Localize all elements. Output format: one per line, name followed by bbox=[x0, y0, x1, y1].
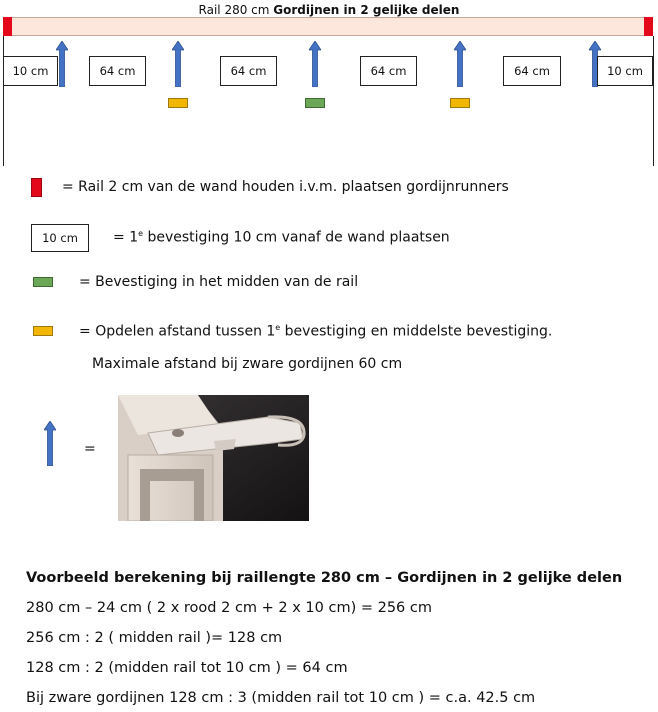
rail-title-prefix: Rail 280 cm bbox=[198, 3, 274, 17]
calculation-line: Bij zware gordijnen 128 cm : 3 (midden rail tot 10 cm ) = c.a. 42.5 cm bbox=[26, 690, 536, 706]
curtain-bracket-photo bbox=[118, 395, 309, 521]
bracket-arrow-icon bbox=[44, 421, 56, 466]
legend-box-text-sup: e bbox=[138, 229, 144, 238]
curtain-rail bbox=[3, 17, 653, 36]
bracket-arrow-icon bbox=[454, 41, 466, 87]
legend-box-eq: = bbox=[113, 229, 125, 246]
segment-label: 64 cm bbox=[220, 56, 277, 86]
legend-box-sample: 10 cm bbox=[31, 224, 89, 252]
calculation-line: 128 cm : 2 (midden rail tot 10 cm ) = 64 cm bbox=[26, 660, 348, 676]
segment-label: 64 cm bbox=[89, 56, 146, 86]
legend-yellow-text-post: bevestiging en middelste bevestiging. bbox=[280, 323, 553, 340]
bracket-arrow-icon bbox=[172, 41, 184, 87]
legend-yellow-text-pre: Opdelen afstand tussen 1 bbox=[95, 323, 276, 340]
rail-end-left bbox=[3, 17, 12, 36]
legend-box-text bbox=[113, 229, 450, 246]
legend-green-text: = Bevestiging in het midden van de rail bbox=[79, 274, 359, 290]
legend-yellow-text bbox=[79, 323, 552, 340]
segment-label: 10 cm bbox=[3, 56, 58, 86]
legend-yellow-text-sup: e bbox=[275, 323, 281, 332]
legend-yellow-eq: = bbox=[79, 323, 96, 340]
legend-yellow-swatch bbox=[33, 326, 53, 336]
division-marker bbox=[450, 98, 470, 108]
legend-box-text-pre: 1 bbox=[129, 229, 139, 246]
division-marker bbox=[168, 98, 188, 108]
rail-end-right bbox=[644, 17, 653, 36]
calculation-line: 280 cm – 24 cm ( 2 x rood 2 cm + 2 x 10 cm) = 256 cm bbox=[26, 600, 432, 616]
segment-label: 64 cm bbox=[503, 56, 561, 86]
legend-red-swatch bbox=[31, 178, 42, 197]
rail-title bbox=[0, 3, 658, 17]
legend-arrow-eq: = bbox=[84, 441, 96, 457]
legend-yellow-text-line2: Maximale afstand bij zware gordijnen 60 cm bbox=[92, 356, 403, 372]
rail-title-bold: Gordijnen in 2 gelijke delen bbox=[273, 3, 460, 17]
calculation-line: 256 cm : 2 ( midden rail )= 128 cm bbox=[26, 630, 283, 646]
legend-red-text: = Rail 2 cm van de wand houden i.v.m. plaatsen gordijnrunners bbox=[62, 179, 509, 195]
legend-box-text-post: bevestiging 10 cm vanaf de wand plaatsen bbox=[143, 229, 450, 246]
middle-marker bbox=[305, 98, 325, 108]
bracket-arrow-icon bbox=[309, 41, 321, 87]
segment-label: 10 cm bbox=[597, 56, 653, 86]
segment-label: 64 cm bbox=[360, 56, 417, 86]
wall-line-right bbox=[653, 36, 654, 166]
calculation-title: Voorbeeld berekening bij raillengte 280 cm – Gordijnen in 2 gelijke delen bbox=[26, 570, 623, 586]
legend-green-swatch bbox=[33, 277, 53, 287]
